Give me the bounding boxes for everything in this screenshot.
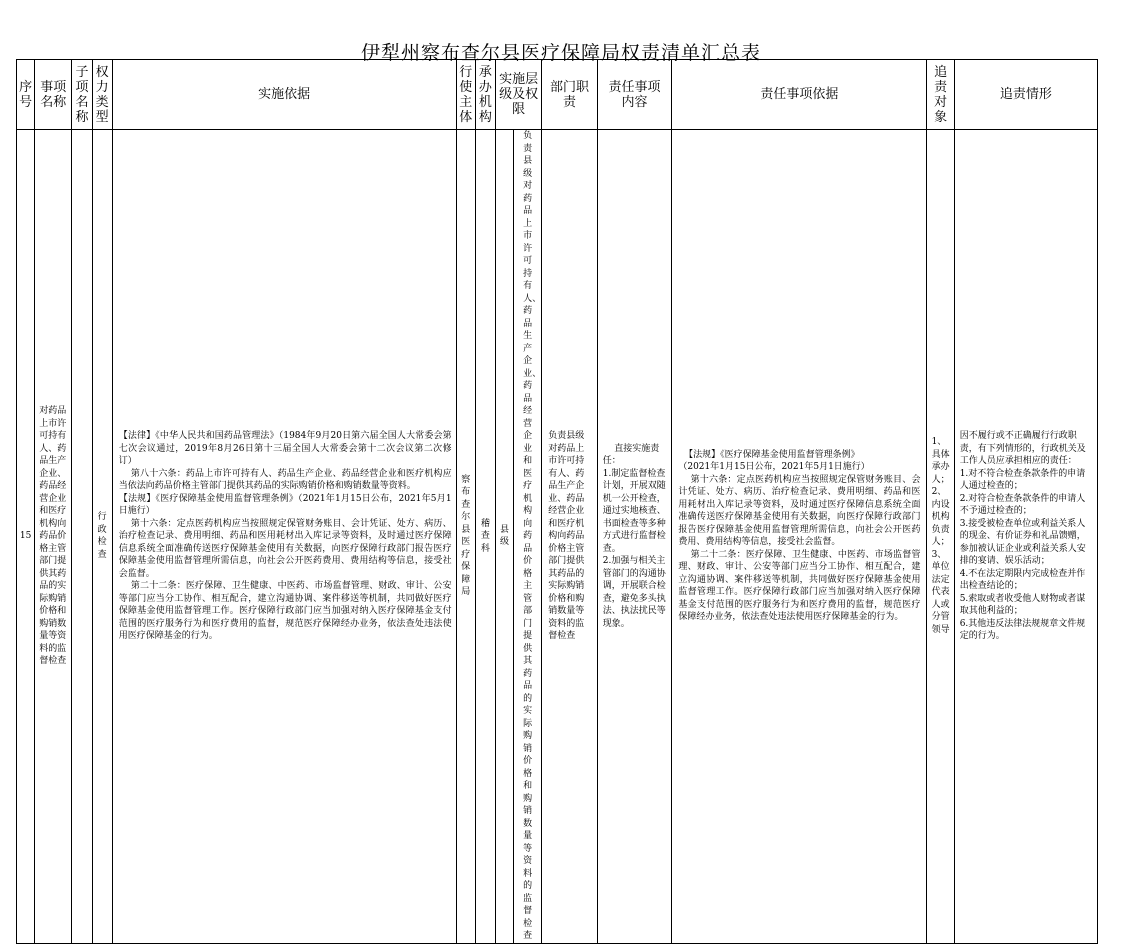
header-basis: 实施依据 bbox=[112, 60, 456, 130]
cell-accountable: 1、具体承办人； 2、内设机构负责人； 3、单位法定代表人或分管领导 bbox=[927, 130, 954, 944]
cell-type: 行政检查 bbox=[92, 130, 112, 944]
header-resp-basis: 责任事项依据 bbox=[672, 60, 927, 130]
header-item: 事项名称 bbox=[35, 60, 72, 130]
header-exec-subject: 行使主体 bbox=[456, 60, 475, 130]
cell-undertaker: 稽查科 bbox=[475, 130, 495, 944]
cell-accountability: 因不履行或不正确履行行政职责，有下列情形的，行政机关及工作人员应承担相应的责任： 1.对不符合检查条款条件的申请人通过检查的； 2.对符合检查条款条件的申请人不予通过检查的； 3.接受被检查单位或利益关系人的现金、有价证券和礼品馈赠，参加被认证企业或利益关系人安排的宴请、娱乐活动； 4.不在法定期限内完成检查并作出检查结论的； 5.索取或者收受他人财物或者谋取其他利益的； 6.其他违反法律法规规章文件规定的行为。 bbox=[954, 130, 1097, 944]
cell-item: 对药品上市许可持有人、药品生产企业、药品经营企业和医疗机构向药品价格主管部门提供其药品的实际购销价格和购销数量等资料的监督检查 bbox=[35, 130, 72, 944]
cell-exec-subject: 察布查尔县医疗保障局 bbox=[456, 130, 475, 944]
header-subitem: 子项名称 bbox=[72, 60, 92, 130]
header-seq: 序号 bbox=[17, 60, 35, 130]
header-accountability: 追责情形 bbox=[954, 60, 1097, 130]
cell-basis: 【法律】《中华人民共和国药品管理法》（1984年9月20日第六届全国人大常委会第七次会议通过，2019年8月26日第十三届全国人大常委会第十二次会议第二次修订） 第八十六条：药品上市许可持有人、药品生产企业、药品经营企业和医疗机构应当依法向药品价格主管部门提供其药品的实际购销价格和购销数量等资料。 【法规】《医疗保障基金使用监督管理条例》（2021年1月15日公布，2021年5月1日施行） 第十六条：定点医药机构应当按照规定保管财务账目、会计凭证、处方、病历、治疗检查记录、费用明细、药品和医用耗材出入库记录等资料，及时通过医疗保障信息系统全面准确传送医疗保障基金使用有关数据，向医疗保障行政部门报告医疗保障基金使用监督管理所需信息，向社会公开医药费用、费用结构等信息，接受社会监督。 第二十二条：医疗保障、卫生健康、中医药、市场监督管理、财政、审计、公安等部门应当分工协作、相互配合，建立沟通协调、案件移送等机制，共同做好医疗保障基金使用监督管理工作。医疗保障行政部门应当加强对纳入医疗保障基金支付范围的医疗服务行为和医疗费用的监督，规范医疗保障经办业务，依法查处违法使用医疗保障基金的行为。 bbox=[112, 130, 456, 944]
page-title: 伊犁州察布查尔县医疗保障局权责清单汇总表 bbox=[360, 42, 761, 64]
responsibility-table bbox=[16, 59, 1098, 944]
cell-subitem bbox=[72, 130, 92, 944]
table-row bbox=[17, 130, 1098, 944]
header-accountable: 追责对象 bbox=[927, 60, 954, 130]
header-type: 权力类型 bbox=[92, 60, 112, 130]
cell-resp-basis: 【法规】《医疗保障基金使用监督管理条例》 （2021年1月15日公布，2021年5月1日施行） 第十六条：定点医药机构应当按照规定保管财务账目、会计凭证、处方、病历、治疗检查记录、费用明细、药品和医用耗材出入库记录等资料，及时通过医疗保障信息系统全面准确传送医疗保障基金使用有关数据，向医疗保障行政部门报告医疗保障基金使用监督管理所需信息，向社会公开医药费用、费用结构等信息，接受社会监督。 第二十二条：医疗保障、卫生健康、中医药、市场监督管理、财政、审计、公安等部门应当分工协作、相互配合，建立沟通协调、案件移送等机制，共同做好医疗保障基金使用监督管理工作。医疗保障行政部门应当加强对纳入医疗保障基金支付范围的医疗服务行为和医疗费用的监督，规范医疗保障经办业务，依法查处违法使用医疗保障基金的行为。 bbox=[672, 130, 927, 944]
cell-level: 县级 bbox=[495, 130, 513, 944]
cell-level-detail: 负责县级对药品上市许可持有人、药品生产企业、药品经营企业和医疗机构向药品价格主管部门提供其药品的实际购销价格和购销数量等资料的监督检查 bbox=[514, 130, 542, 944]
header-resp-content: 责任事项内容 bbox=[597, 60, 672, 130]
cell-duty: 负责县级对药品上市许可持有人、药品生产企业、药品经营企业和医疗机构向药品价格主管部门提供其药品的实际购销价格和购销数量等资料的监督检查 bbox=[542, 130, 597, 944]
header-duty: 部门职责 bbox=[542, 60, 597, 130]
header-row bbox=[17, 60, 1098, 130]
header-level: 实施层级及权限 bbox=[495, 60, 541, 130]
cell-seq: 15 bbox=[17, 130, 35, 944]
cell-resp-content: 直接实施责任： 1.制定监督检查计划，开展双随机一公开检查，通过实地核查、书面检查等多种方式进行监督检查。 2.加强与相关主管部门的沟通协调，开展联合检查，避免多头执法、执法扰民等现象。 bbox=[597, 130, 672, 944]
header-undertaker: 承办机构 bbox=[475, 60, 495, 130]
